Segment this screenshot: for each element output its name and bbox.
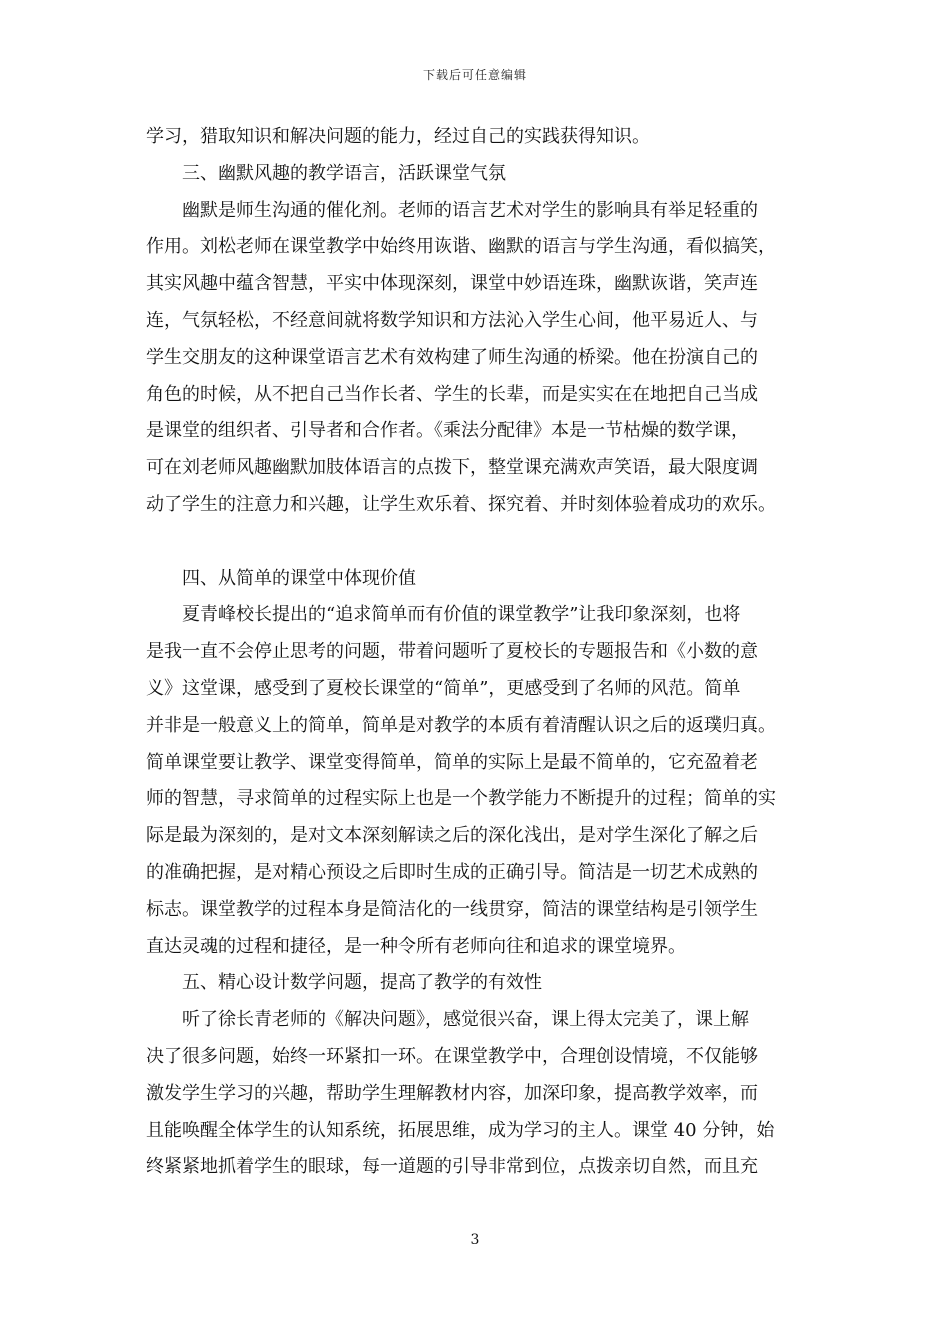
text-line: 听了徐长青老师的《解决问题》，感觉很兴奋，课上得太完美了，课上解 xyxy=(182,1009,749,1031)
text-line: 夏青峰校长提出的“追求简单而有价值的课堂教学”让我印象深刻，也将 xyxy=(182,604,741,626)
text-line: 简单课堂要让教学、课堂变得简单，简单的实际上是最不简单的，它充盈着老 xyxy=(146,751,758,773)
text-line: 可在刘老师风趣幽默加肢体语言的点拨下，整堂课充满欢声笑语，最大限度调 xyxy=(146,457,758,479)
text-line: 决了很多问题，始终一环紧扣一环。在课堂教学中，合理创设情境，不仅能够 xyxy=(146,1045,758,1067)
text-line: 终紧紧地抓着学生的眼球，每一道题的引导非常到位，点拨亲切自然，而且充 xyxy=(146,1156,758,1178)
text-line: 标志。课堂教学的过程本身是简洁化的一线贯穿，简洁的课堂结构是引领学生 xyxy=(146,898,758,920)
text-line: 际是最为深刻的，是对文本深刻解读之后的深化浅出，是对学生深化了解之后 xyxy=(146,825,758,847)
text-line: 作用。刘松老师在课堂教学中始终用诙谐、幽默的语言与学生沟通，看似搞笑， xyxy=(146,236,776,258)
text-line: 动了学生的注意力和兴趣，让学生欢乐着、探究着、并时刻体验着成功的欢乐。 xyxy=(146,493,776,515)
text-line: 并非是一般意义上的简单，简单是对教学的本质有着清醒认识之后的返璞归真。 xyxy=(146,714,776,736)
text-line: 幽默是师生沟通的催化剂。老师的语言艺术对学生的影响具有举足轻重的 xyxy=(182,199,758,221)
text-line: 是我一直不会停止思考的问题，带着问题听了夏校长的专题报告和《小数的意 xyxy=(146,641,758,663)
text-line: 直达灵魂的过程和捷径，是一种令所有老师向往和追求的课堂境界。 xyxy=(146,935,686,957)
text-line: 且能唤醒全体学生的认知系统，拓展思维，成为学习的主人。课堂 40 分钟，始 xyxy=(146,1119,775,1141)
text-line: 学生交朋友的这种课堂语言艺术有效构建了师生沟通的桥梁。他在扮演自己的 xyxy=(146,346,758,368)
section-heading-4: 四、从简单的课堂中体现价值 xyxy=(182,567,416,589)
document-body xyxy=(146,119,836,1186)
text-line: 是课堂的组织者、引导者和合作者。《乘法分配律》本是一节枯燥的数学课， xyxy=(146,420,749,442)
text-line: 角色的时候，从不把自己当作长者、学生的长辈，而是实实在在地把自己当成 xyxy=(146,383,758,405)
text-line: 连，气氛轻松，不经意间就将数学知识和方法沁入学生心间，他平易近人、与 xyxy=(146,309,758,331)
text-line: 的准确把握，是对精心预设之后即时生成的正确引导。简洁是一切艺术成熟的 xyxy=(146,861,758,883)
paragraph-gap xyxy=(146,524,836,561)
text-line: 激发学生学习的兴趣，帮助学生理解教材内容，加深印象，提高教学效率，而 xyxy=(146,1082,758,1104)
section-heading-5: 五、精心设计数学问题，提高了教学的有效性 xyxy=(182,972,542,994)
page-header-note: 下载后可任意编辑 xyxy=(422,68,527,82)
text-line: 师的智慧，寻求简单的过程实际上也是一个教学能力不断提升的过程；简单的实 xyxy=(146,788,776,810)
page-number: 3 xyxy=(470,1232,480,1248)
text-line: 其实风趣中蕴含智慧，平实中体现深刻，课堂中妙语连珠，幽默诙谐，笑声连 xyxy=(146,273,758,295)
text-line: 学习，猎取知识和解决问题的能力，经过自己的实践获得知识。 xyxy=(146,126,650,147)
text-line: 义》这堂课，感受到了夏校长课堂的“简单”，更感受到了名师的风范。简单 xyxy=(146,677,741,699)
section-heading-3: 三、幽默风趣的教学语言，活跃课堂气氛 xyxy=(182,162,506,184)
